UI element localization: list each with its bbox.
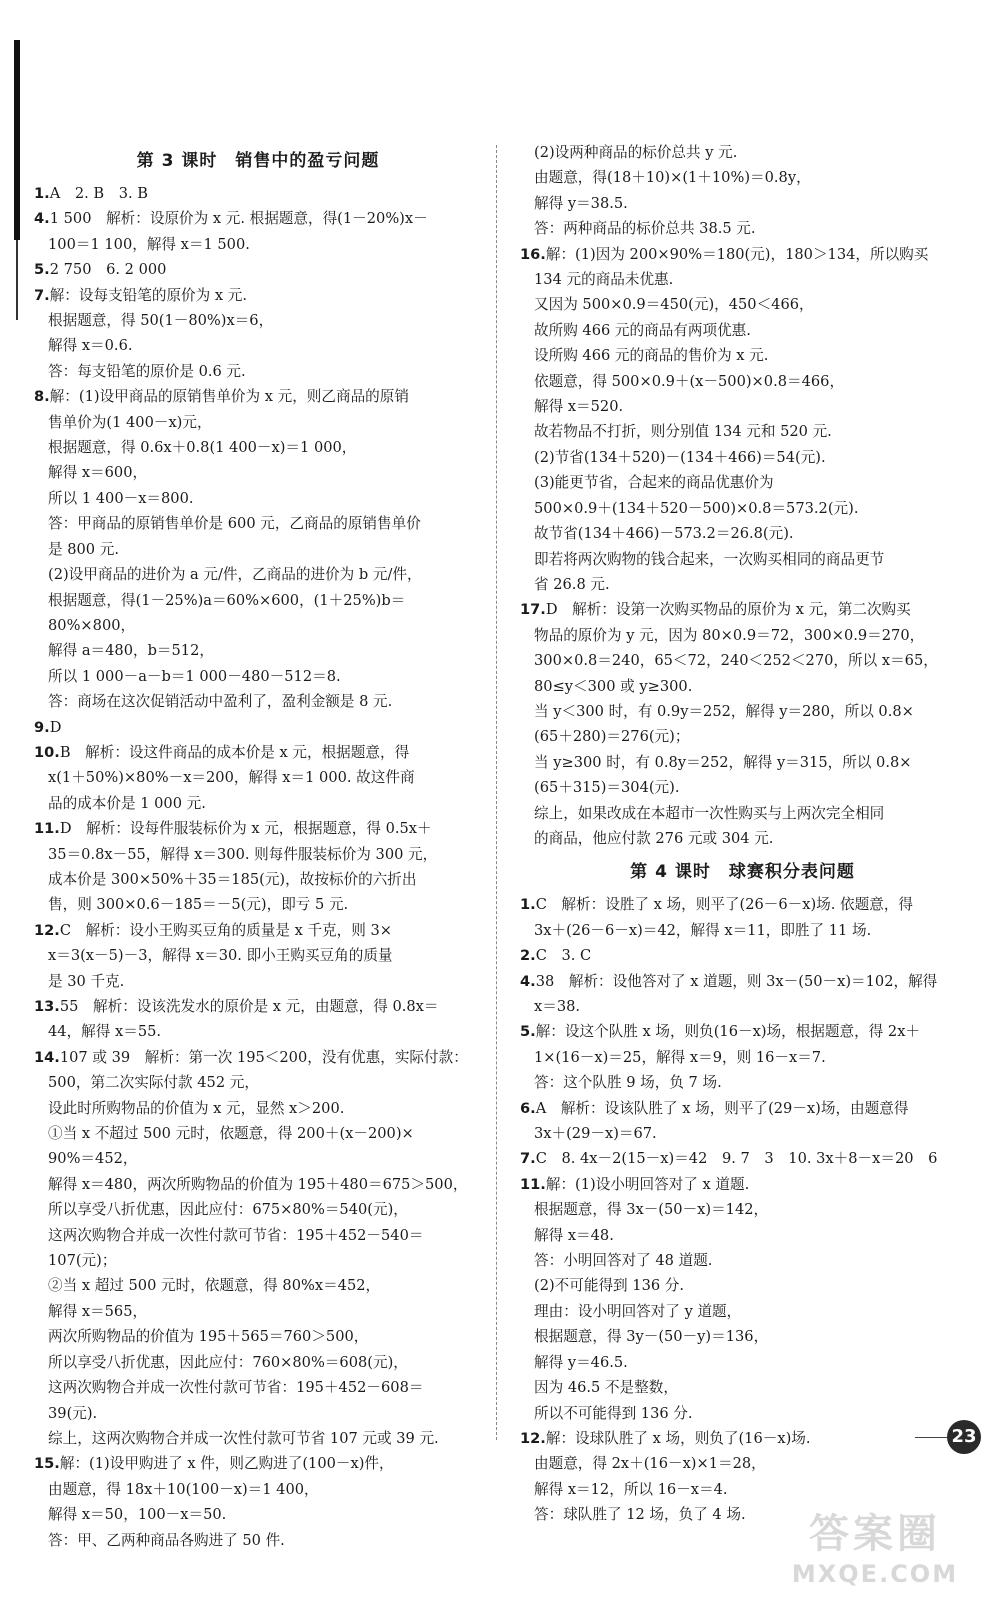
answer-line bbox=[520, 1375, 965, 1400]
answer-line bbox=[34, 1273, 482, 1298]
answer-text: 又因为 500×0.9＝450(元)，450＜466， bbox=[534, 296, 814, 314]
binding-edge-thin bbox=[16, 240, 18, 320]
answer-item bbox=[34, 715, 482, 740]
answer-line bbox=[34, 1172, 482, 1197]
answer-text: 80≤y＜300 或 y≥300. bbox=[534, 677, 693, 695]
answer-text: 依题意，得 500×0.9＋(x－500)×0.8＝466， bbox=[534, 372, 845, 390]
answer-line bbox=[520, 521, 965, 546]
answer-text: 两次所购物品的价值为 195＋565＝760＞500， bbox=[48, 1328, 369, 1346]
right-answer-list-b bbox=[520, 892, 965, 1527]
answer-text: 即若将两次购物的钱合起来，一次购买相同的商品更节 bbox=[534, 550, 885, 568]
answer-item bbox=[520, 597, 965, 622]
answer-line bbox=[34, 791, 482, 816]
question-number: 14. bbox=[34, 1048, 60, 1066]
answer-text: 综上，如果改成在本超市一次性购买与上两次完全相同 bbox=[534, 804, 885, 822]
answer-line bbox=[34, 892, 482, 917]
answer-item bbox=[34, 1045, 482, 1070]
answer-line bbox=[520, 292, 965, 317]
answer-text: 答：两种商品的标价总共 38.5 元. bbox=[534, 220, 756, 238]
question-number: 1. bbox=[34, 185, 50, 202]
right-column bbox=[520, 140, 965, 1528]
answer-item bbox=[34, 181, 482, 206]
answer-text: 物品的原价为 y 元，因为 80×0.9＝72，300×0.9＝270， bbox=[534, 626, 925, 644]
answer-text: 38 解析：设他答对了 x 道题，则 3x－(50－x)＝102，解得 bbox=[535, 972, 938, 990]
answer-line bbox=[520, 1197, 965, 1222]
answer-text: C 解析：设胜了 x 场，则平了(26－6－x)场. 依题意，得 bbox=[535, 896, 914, 914]
question-number: 15. bbox=[34, 1455, 60, 1473]
question-number: 11. bbox=[34, 820, 60, 838]
answer-line bbox=[520, 1451, 965, 1476]
answer-text: (2)设甲商品的进价为 a 元/件，乙商品的进价为 b 元/件， bbox=[48, 566, 422, 584]
answer-line bbox=[520, 1045, 965, 1070]
answer-line bbox=[520, 394, 965, 419]
answer-line bbox=[520, 191, 965, 216]
answer-item bbox=[520, 1172, 965, 1197]
question-number: 12. bbox=[520, 1429, 546, 1447]
answer-text: 根据题意，得 3x－(50－x)＝142， bbox=[534, 1201, 769, 1219]
watermark bbox=[760, 1508, 990, 1588]
answer-text: 故所购 466 元的商品有两项优惠. bbox=[534, 321, 751, 339]
answer-line bbox=[520, 1070, 965, 1095]
answer-item bbox=[520, 1096, 965, 1121]
answer-text: 所以 1 400－x＝800. bbox=[48, 489, 194, 507]
answer-text: 107(元)； bbox=[48, 1252, 117, 1270]
answer-text: 解得 x＝520. bbox=[534, 398, 624, 416]
answer-line bbox=[34, 664, 482, 689]
answer-text: 品的成本价是 1 000 元. bbox=[48, 794, 206, 812]
answer-line bbox=[34, 537, 482, 562]
answer-line bbox=[34, 638, 482, 663]
question-number: 12. bbox=[34, 921, 60, 939]
answer-line bbox=[520, 801, 965, 826]
answer-text: 134 元的商品未优惠. bbox=[534, 271, 674, 289]
answer-item bbox=[34, 918, 482, 943]
answer-text: 解：设球队胜了 x 场，则负了(16－x)场. bbox=[545, 1429, 811, 1447]
answer-line bbox=[34, 1528, 482, 1553]
answer-line bbox=[520, 674, 965, 699]
answer-text: 答：甲、乙两种商品各购进了 50 件. bbox=[48, 1531, 285, 1549]
answer-line bbox=[34, 1426, 482, 1451]
answer-item bbox=[520, 1146, 965, 1171]
answer-text: B 解析：设这件商品的成本价是 x 元，根据题意，得 bbox=[59, 743, 410, 761]
left-column bbox=[34, 140, 482, 1553]
answer-line bbox=[34, 1502, 482, 1527]
answer-text: 3x＋(29－x)＝67. bbox=[534, 1125, 657, 1143]
answer-line bbox=[34, 1223, 482, 1248]
question-number: 17. bbox=[520, 601, 546, 619]
answer-line bbox=[34, 232, 482, 257]
question-number: 7. bbox=[34, 286, 50, 304]
answer-text: 是 30 千克. bbox=[48, 972, 125, 990]
answer-text: 售，则 300×0.6－185＝－5(元)，即亏 5 元. bbox=[48, 896, 349, 914]
answer-item bbox=[34, 384, 482, 409]
answer-item bbox=[520, 1426, 965, 1451]
answer-text: 答：小明回答对了 48 道题. bbox=[534, 1252, 713, 1270]
answer-text: 设此时所购物品的价值为 x 元，显然 x＞200. bbox=[48, 1099, 345, 1117]
answer-text: C 解析：设小王购买豆角的质量是 x 千克，则 3× bbox=[59, 921, 392, 939]
answer-line bbox=[520, 623, 965, 648]
answer-line bbox=[34, 842, 482, 867]
answer-text: x＝38. bbox=[534, 998, 581, 1015]
answer-text: x(1＋50%)×80%－x＝200，解得 x＝1 000. 故这件商 bbox=[48, 769, 415, 787]
answer-text: 100＝1 100，解得 x＝1 500. bbox=[48, 235, 250, 253]
answer-line bbox=[520, 267, 965, 292]
answer-text: 39(元). bbox=[48, 1404, 98, 1422]
answer-text: 根据题意，得 3y－(50－y)＝136， bbox=[534, 1328, 769, 1346]
answer-line bbox=[520, 750, 965, 775]
answer-text: 解得 x＝12，所以 16－x＝4. bbox=[534, 1480, 728, 1498]
answer-text: 解：(1)因为 200×90%＝180(元)，180＞134，所以购买 bbox=[545, 245, 929, 263]
answer-line bbox=[34, 1299, 482, 1324]
answer-line bbox=[520, 1223, 965, 1248]
answer-line bbox=[520, 165, 965, 190]
answer-line bbox=[34, 943, 482, 968]
page-number: 23 bbox=[947, 1420, 981, 1454]
answer-text: 答：商场在这次促销活动中盈利了，盈利金额是 8 元. bbox=[48, 693, 393, 711]
binding-edge bbox=[14, 40, 20, 240]
answer-line bbox=[520, 547, 965, 572]
question-number: 5. bbox=[34, 261, 50, 279]
answer-line bbox=[34, 359, 482, 384]
answer-line bbox=[34, 1375, 482, 1400]
answer-text: 解：(1)设甲购进了 x 件，则乙购进了(100－x)件， bbox=[59, 1455, 394, 1473]
answer-line bbox=[520, 419, 965, 444]
answer-line bbox=[520, 994, 965, 1019]
answer-text: 根据题意，得 0.6x＋0.8(1 400－x)＝1 000， bbox=[48, 439, 357, 457]
question-number: 5. bbox=[520, 1023, 536, 1041]
answer-text: 当 y＜300 时，有 0.9y＝252，解得 y＝280，所以 0.8× bbox=[534, 702, 914, 720]
answer-text: 由题意，得(18＋10)×(1＋10%)＝0.8y， bbox=[534, 169, 811, 187]
answer-line bbox=[34, 1146, 482, 1171]
answer-text: x＝3(x－5)－3，解得 x＝30. 即小王购买豆角的质量 bbox=[48, 947, 393, 965]
answer-line bbox=[520, 1299, 965, 1324]
question-number: 10. bbox=[34, 743, 60, 761]
section-title-lesson-4: 第 4 课时 球赛积分表问题 bbox=[630, 862, 855, 883]
answer-text: ①当 x 不超过 500 元时，依题意，得 200＋(x－200)× bbox=[48, 1125, 414, 1143]
answer-text: 解得 y＝46.5. bbox=[534, 1353, 628, 1371]
watermark-logo-text: 答案圈 bbox=[809, 1511, 941, 1557]
answer-text: 300×0.8＝240，65＜72，240＜252＜270，所以 x＝65， bbox=[534, 652, 938, 670]
answer-text: 解得 a＝480，b＝512， bbox=[48, 642, 214, 660]
answer-line bbox=[34, 1096, 482, 1121]
watermark-url: MXQE.COM bbox=[791, 1560, 959, 1588]
answer-text: 500，第二次实际付款 452 元， bbox=[48, 1074, 259, 1092]
answer-line bbox=[34, 511, 482, 536]
answer-line bbox=[520, 470, 965, 495]
answer-text: 解得 x＝48. bbox=[534, 1226, 614, 1244]
answer-text: 解得 x＝0.6. bbox=[48, 337, 133, 355]
answer-item bbox=[34, 994, 482, 1019]
answer-text: 这两次购物合并成一次性付款可节省：195＋452－540＝ bbox=[48, 1226, 424, 1244]
answer-text: 故若物品不打折，则分别值 134 元和 520 元. bbox=[534, 423, 832, 441]
answer-line bbox=[34, 1070, 482, 1095]
answer-line bbox=[34, 1248, 482, 1273]
answer-line bbox=[520, 1350, 965, 1375]
question-number: 16. bbox=[520, 245, 546, 263]
answer-line bbox=[34, 435, 482, 460]
section-title-lesson-3: 第 3 课时 销售中的盈亏问题 bbox=[136, 151, 380, 171]
answer-text: 解：(1)设甲商品的原销售单价为 x 元，则乙商品的原销 bbox=[49, 388, 409, 406]
question-number: 4. bbox=[520, 972, 536, 990]
answer-text: 3x＋(26－6－x)＝42，解得 x＝11，即胜了 11 场. bbox=[534, 921, 872, 939]
answer-line bbox=[34, 588, 482, 613]
answer-line bbox=[520, 648, 965, 673]
answer-line bbox=[520, 1477, 965, 1502]
answer-line bbox=[520, 775, 965, 800]
answer-text: D 解析：设第一次购买物品的原价为 x 元，第二次购买 bbox=[545, 601, 911, 619]
answer-line bbox=[34, 1121, 482, 1146]
answer-text: 售单价为(1 400－x)元， bbox=[48, 413, 212, 431]
answer-text: 2 750 6. 2 000 bbox=[49, 261, 167, 279]
question-number: 2. bbox=[520, 947, 536, 965]
answer-text: 解得 x＝480，两次所购物品的价值为 195＋480＝675＞500， bbox=[48, 1175, 468, 1193]
answer-line bbox=[34, 969, 482, 994]
answer-item bbox=[34, 816, 482, 841]
answer-text: 解：(1)设小明回答对了 x 道题. bbox=[545, 1175, 750, 1193]
answer-text: 答：每支铅笔的原价是 0.6 元. bbox=[48, 362, 246, 380]
answer-line bbox=[34, 867, 482, 892]
answer-text: 由题意，得 18x＋10(100－x)＝1 400， bbox=[48, 1480, 319, 1498]
question-number: 7. bbox=[520, 1150, 536, 1168]
answer-line bbox=[520, 724, 965, 749]
answer-line bbox=[520, 343, 965, 368]
answer-text: 理由：设小明回答对了 y 道题， bbox=[534, 1302, 742, 1320]
answer-line bbox=[520, 140, 965, 165]
answer-text: 80%×800， bbox=[48, 616, 136, 634]
answer-item bbox=[34, 257, 482, 282]
question-number: 8. bbox=[34, 388, 50, 406]
answer-text: 答：甲商品的原销售单价是 600 元，乙商品的原销售单价 bbox=[48, 515, 421, 533]
answer-line bbox=[520, 445, 965, 470]
answer-text: (65＋280)＝276(元)； bbox=[534, 728, 690, 746]
column-divider bbox=[496, 145, 497, 1440]
answer-text: 成本价是 300×50%＋35＝185(元)，故按标价的六折出 bbox=[48, 870, 417, 888]
answer-text: 35＝0.8x－55，解得 x＝300. 则每件服装标价为 300 元， bbox=[48, 845, 438, 863]
answer-item bbox=[34, 206, 482, 231]
question-number: 9. bbox=[34, 718, 50, 736]
answer-text: 因为 46.5 不是整数， bbox=[534, 1379, 678, 1397]
answer-item bbox=[34, 1451, 482, 1476]
answer-text: 综上，这两次购物合并成一次性付款可节省 107 元或 39 元. bbox=[48, 1429, 439, 1447]
answer-text: A 解析：设该队胜了 x 场，则平了(29－x)场，由题意得 bbox=[535, 1099, 909, 1117]
answer-line bbox=[520, 1324, 965, 1349]
answer-text: (2)设两种商品的标价总共 y 元. bbox=[534, 144, 738, 161]
answer-text: 省 26.8 元. bbox=[534, 575, 610, 593]
answer-item bbox=[520, 943, 965, 968]
answer-line bbox=[520, 826, 965, 851]
left-answer-list bbox=[34, 181, 482, 1553]
answer-text: D bbox=[49, 718, 62, 736]
answer-text: C 8. 4x－2(15－x)＝42 9. 7 3 10. 3x＋8－x＝20 6 bbox=[535, 1150, 938, 1168]
answer-item bbox=[520, 969, 965, 994]
answer-text: 的商品，他应付款 276 元或 304 元. bbox=[534, 829, 774, 847]
answer-line bbox=[34, 1197, 482, 1222]
answer-text: 55 解析：设该洗发水的原价是 x 元，由题意，得 0.8x＝ bbox=[59, 998, 439, 1015]
answer-text: 解得 x＝600， bbox=[48, 464, 148, 482]
answer-text: 根据题意，得(1－25%)a＝60%×600，(1＋25%)b＝ bbox=[48, 591, 406, 609]
answer-text: 所以享受八折优惠，因此应付：760×80%＝608(元)， bbox=[48, 1353, 408, 1371]
answer-line bbox=[520, 1121, 965, 1146]
answer-text: 44，解得 x＝55. bbox=[48, 1023, 162, 1041]
answer-line bbox=[34, 333, 482, 358]
answer-item bbox=[34, 740, 482, 765]
answer-text: 90%＝452， bbox=[48, 1150, 138, 1168]
answer-text: 根据题意，得 50(1－80%)x＝6， bbox=[48, 312, 274, 330]
answer-text: A 2. B 3. B bbox=[49, 185, 149, 202]
question-number: 13. bbox=[34, 998, 60, 1015]
answer-text: 所以 1 000－a－b＝1 000－480－512＝8. bbox=[48, 667, 341, 685]
answer-item bbox=[520, 1019, 965, 1044]
answer-text: (2)节省(134＋520)－(134＋466)＝54(元). bbox=[534, 448, 826, 466]
answer-line bbox=[34, 562, 482, 587]
answer-line bbox=[520, 918, 965, 943]
answer-line bbox=[34, 1477, 482, 1502]
answer-line bbox=[520, 1401, 965, 1426]
answer-text: D 解析：设每件服装标价为 x 元，根据题意，得 0.5x＋ bbox=[59, 820, 432, 838]
answer-text: 解得 x＝565， bbox=[48, 1302, 148, 1320]
answer-line bbox=[34, 1401, 482, 1426]
answer-text: 1×(16－x)＝25，解得 x＝9，则 16－x＝7. bbox=[534, 1048, 826, 1066]
answer-item bbox=[520, 242, 965, 267]
answer-line bbox=[520, 318, 965, 343]
answer-line bbox=[520, 1248, 965, 1273]
answer-text: (65＋315)＝304(元). bbox=[534, 779, 680, 797]
answer-text: 这两次购物合并成一次性付款可节省：195＋452－608＝ bbox=[48, 1379, 424, 1397]
answer-text: 所以不可能得到 136 分. bbox=[534, 1404, 693, 1422]
answer-text: 解得 y＝38.5. bbox=[534, 194, 628, 212]
answer-item bbox=[34, 283, 482, 308]
question-number: 11. bbox=[520, 1175, 546, 1193]
answer-text: 当 y≥300 时，有 0.8y＝252，解得 y＝315，所以 0.8× bbox=[534, 753, 912, 771]
answer-line bbox=[520, 496, 965, 521]
answer-text: 解：设每支铅笔的原价为 x 元. bbox=[49, 286, 247, 304]
answer-text: 500×0.9＋(134＋520－500)×0.8＝573.2(元). bbox=[534, 499, 859, 517]
answer-text: 设所购 466 元的商品的售价为 x 元. bbox=[534, 347, 769, 365]
page-number-rule bbox=[915, 1437, 947, 1438]
answer-text: 解得 x＝50，100－x＝50. bbox=[48, 1506, 227, 1524]
answer-item bbox=[520, 892, 965, 917]
answer-line bbox=[34, 486, 482, 511]
answer-line bbox=[34, 765, 482, 790]
answer-line bbox=[34, 1350, 482, 1375]
answer-line bbox=[520, 369, 965, 394]
answer-text: (2)不可能得到 136 分. bbox=[534, 1277, 685, 1295]
answer-line bbox=[34, 308, 482, 333]
question-number: 6. bbox=[520, 1099, 536, 1117]
answer-line bbox=[34, 1019, 482, 1044]
answer-text: C 3. C bbox=[535, 947, 592, 965]
answer-text: (3)能更节省，合起来的商品优惠价为 bbox=[534, 474, 774, 492]
answer-text: 所以享受八折优惠，因此应付：675×80%＝540(元)， bbox=[48, 1201, 408, 1219]
answer-text: 解：设这个队胜 x 场，则负(16－x)场，根据题意，得 2x＋ bbox=[535, 1023, 921, 1041]
answer-line bbox=[34, 613, 482, 638]
answer-line bbox=[520, 216, 965, 241]
question-number: 4. bbox=[34, 210, 50, 228]
answer-text: 答：球队胜了 12 场，负了 4 场. bbox=[534, 1506, 746, 1524]
answer-text: 是 800 元. bbox=[48, 540, 119, 558]
question-number: 1. bbox=[520, 896, 536, 914]
answer-line bbox=[520, 699, 965, 724]
answer-line bbox=[34, 460, 482, 485]
answer-line bbox=[520, 1273, 965, 1298]
answer-text: 1 500 解析：设原价为 x 元. 根据题意，得(1－20%)x－ bbox=[49, 210, 428, 228]
answer-text: 107 或 39 解析：第一次 195＜200，没有优惠，实际付款： bbox=[59, 1048, 468, 1066]
answer-line bbox=[34, 1324, 482, 1349]
right-answer-list-a bbox=[520, 140, 965, 851]
answer-line bbox=[34, 410, 482, 435]
answer-line bbox=[520, 572, 965, 597]
answer-text: 答：这个队胜 9 场，负 7 场. bbox=[534, 1074, 722, 1092]
answer-line bbox=[34, 689, 482, 714]
answer-text: 故节省(134＋466)－573.2＝26.8(元). bbox=[534, 525, 794, 543]
answer-text: ②当 x 超过 500 元时，依题意，得 80%x＝452， bbox=[48, 1277, 381, 1295]
answer-text: 由题意，得 2x＋(16－x)×1＝28， bbox=[534, 1455, 766, 1473]
